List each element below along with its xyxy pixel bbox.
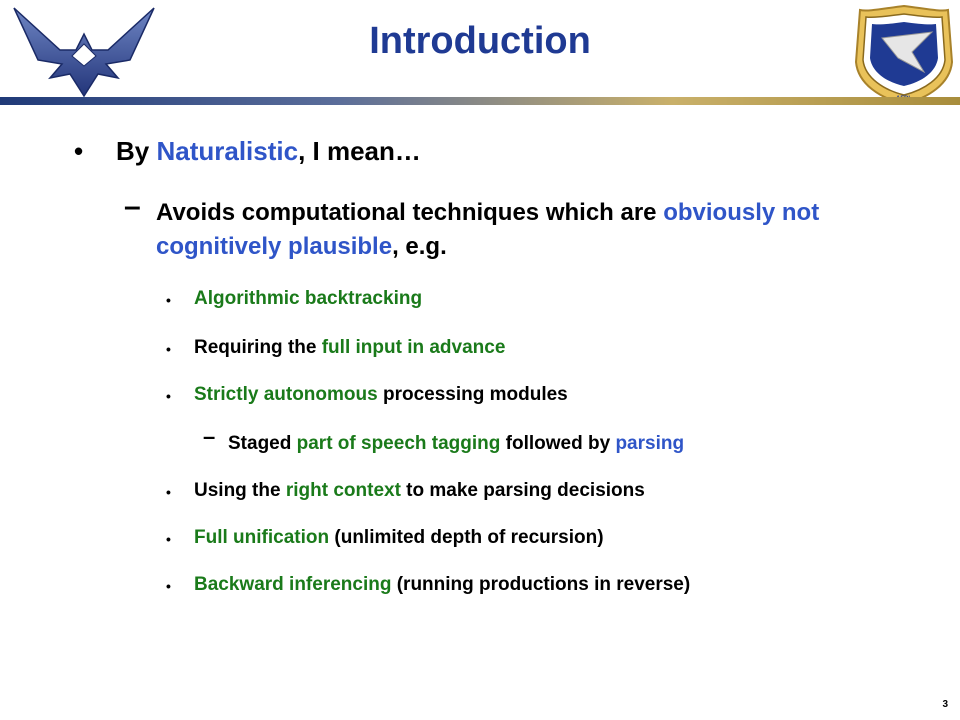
slide-number: 3 (942, 699, 948, 710)
bullet-text: , I mean… (298, 136, 421, 166)
item-text: (unlimited depth of recursion) (329, 527, 604, 548)
item-text: processing modules (377, 384, 568, 405)
item-text: Using the (194, 480, 286, 501)
item-unification (194, 527, 604, 549)
sub-bullet-avoids (156, 196, 876, 264)
item-backtracking (194, 288, 422, 310)
bullet-dot: • (166, 292, 171, 308)
item-text: followed by (500, 433, 616, 454)
item-green-text: Backward inferencing (194, 574, 392, 595)
subitem-staged (228, 433, 684, 455)
item-full-input (194, 337, 505, 359)
bullet-text: By (116, 136, 157, 166)
item-autonomous (194, 384, 568, 406)
bullet-dot: • (166, 484, 171, 500)
implausible-highlight: obviously not cognitively plausible (156, 199, 820, 260)
bullet-naturalistic (116, 136, 421, 167)
bullet-dot: • (166, 388, 171, 404)
item-text: Requiring the (194, 337, 322, 358)
item-text: to make parsing decisions (400, 480, 645, 501)
item-green-text: part of speech tagging (296, 433, 501, 454)
bullet-dot: • (166, 531, 171, 547)
bullet-dot: • (74, 136, 84, 166)
item-green-text: Strictly autonomous (194, 384, 378, 405)
item-green-text: right context (285, 480, 401, 501)
afrl-shield-logo (852, 2, 956, 106)
naturalistic-highlight: Naturalistic (156, 136, 299, 166)
sub-text: , e.g. (392, 233, 447, 260)
header-divider-bar (0, 97, 960, 105)
item-text: (running productions in reverse) (391, 574, 691, 595)
dash-marker: – (124, 190, 141, 223)
bullet-dot: • (166, 578, 171, 594)
item-green-text: Full unification (194, 527, 330, 548)
item-blue-text: parsing (615, 433, 685, 454)
item-text: Staged (228, 433, 297, 454)
item-green-text: Algorithmic backtracking (194, 288, 423, 309)
item-right-context (194, 480, 645, 502)
item-backward (194, 574, 690, 596)
dash-marker: – (203, 424, 216, 449)
sub-text: Avoids computational techniques which are (156, 199, 664, 226)
item-green-text: full input in advance (321, 337, 506, 358)
bullet-dot: • (166, 341, 171, 357)
slide-title: Introduction (369, 20, 591, 62)
